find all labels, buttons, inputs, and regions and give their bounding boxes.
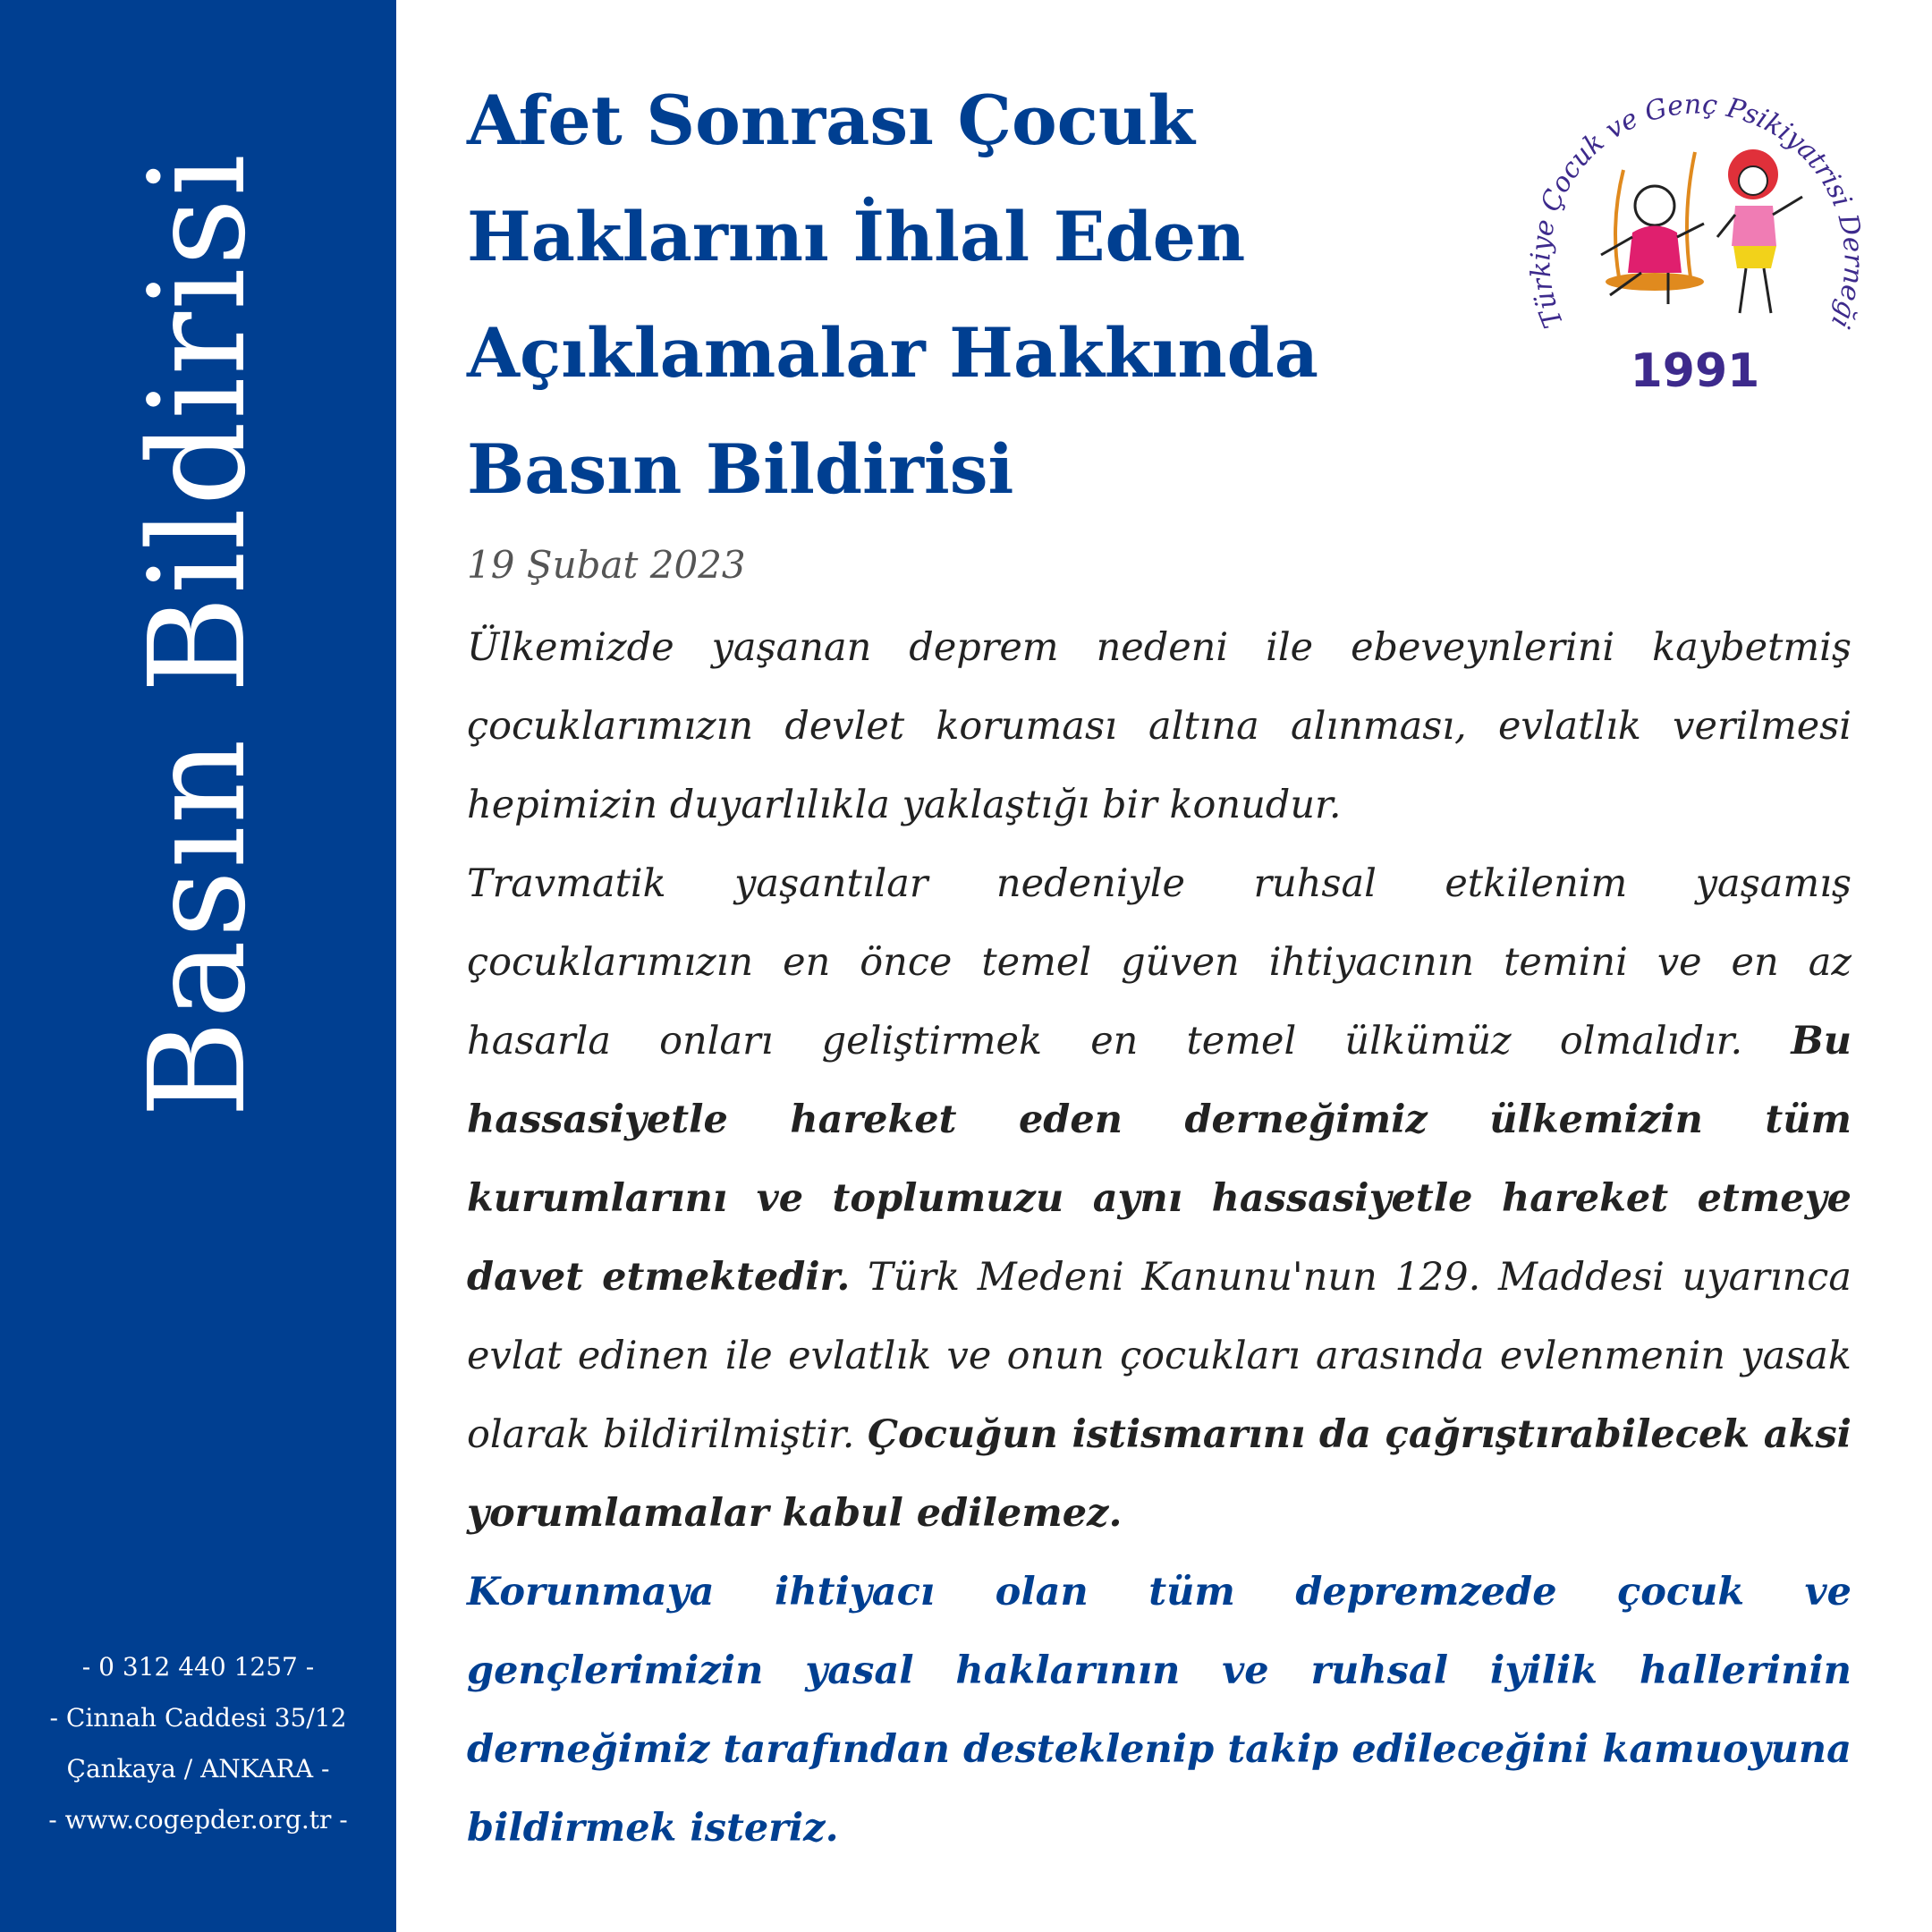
paragraph-2-text-2: Türk Medeni Kanunu'nun 129. Maddesi uyarınca evlat edinen ile evlatlık ve onun çocukları arasında evlenmenin yasak olarak bildirilmiştir. xyxy=(467,1255,1852,1457)
child-shirt-right xyxy=(1732,206,1776,246)
logo-year: 1991 xyxy=(1630,344,1760,398)
contact-info xyxy=(0,1641,396,1845)
swing-rope-right xyxy=(1687,152,1695,277)
logo-graphic xyxy=(1512,54,1878,420)
child-dress-left xyxy=(1628,226,1682,274)
child-head-left xyxy=(1635,186,1674,225)
paragraph-2-text-1: Travmatik yaşantılar nedeniyle ruhsal etkilenim yaşamış çocuklarımızın en önce temel güven ihtiyacının temini ve en az hasarla onları geliştirmek en temel ülkümüz olmalıdır. xyxy=(467,861,1852,1063)
page-title xyxy=(467,63,1361,528)
child-shorts-right xyxy=(1733,246,1776,268)
paragraph-2-bold-1: Bu hassasiyetle hareket eden derneğimiz ülkemizin tüm kurumlarını ve toplumuzu aynı hassasiyetle hareket etmeye davet etmektedir. xyxy=(467,1019,1852,1300)
paragraph-2-bold-2: Çocuğun istismarını da çağrıştırabilecek aksi yorumlamalar kabul edilemez. xyxy=(467,1412,1852,1536)
title-line-2: Haklarını İhlal Eden xyxy=(467,197,1246,276)
paragraph-2 xyxy=(467,844,1852,1553)
paragraph-3: Korunmaya ihtiyacı olan tüm depremzede çocuk ve gençlerimizin yasal haklarının ve ruhsal iyilik hallerinin derneğimiz tarafından desteklenip takip edileceğini kamuoyuna bildirmek isteriz. xyxy=(467,1570,1852,1851)
svg-text:Türkiye Çocuk ve Genç Psikiyat xyxy=(1525,89,1868,333)
title-line-3: Açıklamalar Hakkında xyxy=(467,313,1319,393)
title-line-1: Afet Sonrası Çocuk xyxy=(467,80,1195,160)
title-line-4: Basın Bildirisi xyxy=(467,429,1014,509)
contact-address-line1: - Cinnah Caddesi 35/12 xyxy=(49,1703,347,1733)
swing-rope-left xyxy=(1615,170,1623,277)
sidebar xyxy=(0,0,396,1932)
contact-phone: - 0 312 440 1257 - xyxy=(81,1652,315,1682)
contact-website: - www.cogepder.org.tr - xyxy=(48,1805,348,1835)
logo-arc-text: Türkiye Çocuk ve Genç Psikiyatrisi Derneği xyxy=(1525,89,1869,334)
paragraph-1: Ülkemizde yaşanan deprem nedeni ile ebeveynlerini kaybetmiş çocuklarımızın devlet koruması altına alınması, evlatlık verilmesi hepimizin duyarlılıkla yaklaştığı bir konudur. xyxy=(467,625,1852,827)
date: 19 Şubat 2023 xyxy=(467,543,746,587)
vertical-title: Basın Bildirisi xyxy=(121,152,275,1118)
press-release-body xyxy=(467,608,1852,1868)
contact-address-line2: Çankaya / ANKARA - xyxy=(66,1754,330,1784)
association-logo xyxy=(1512,54,1878,420)
